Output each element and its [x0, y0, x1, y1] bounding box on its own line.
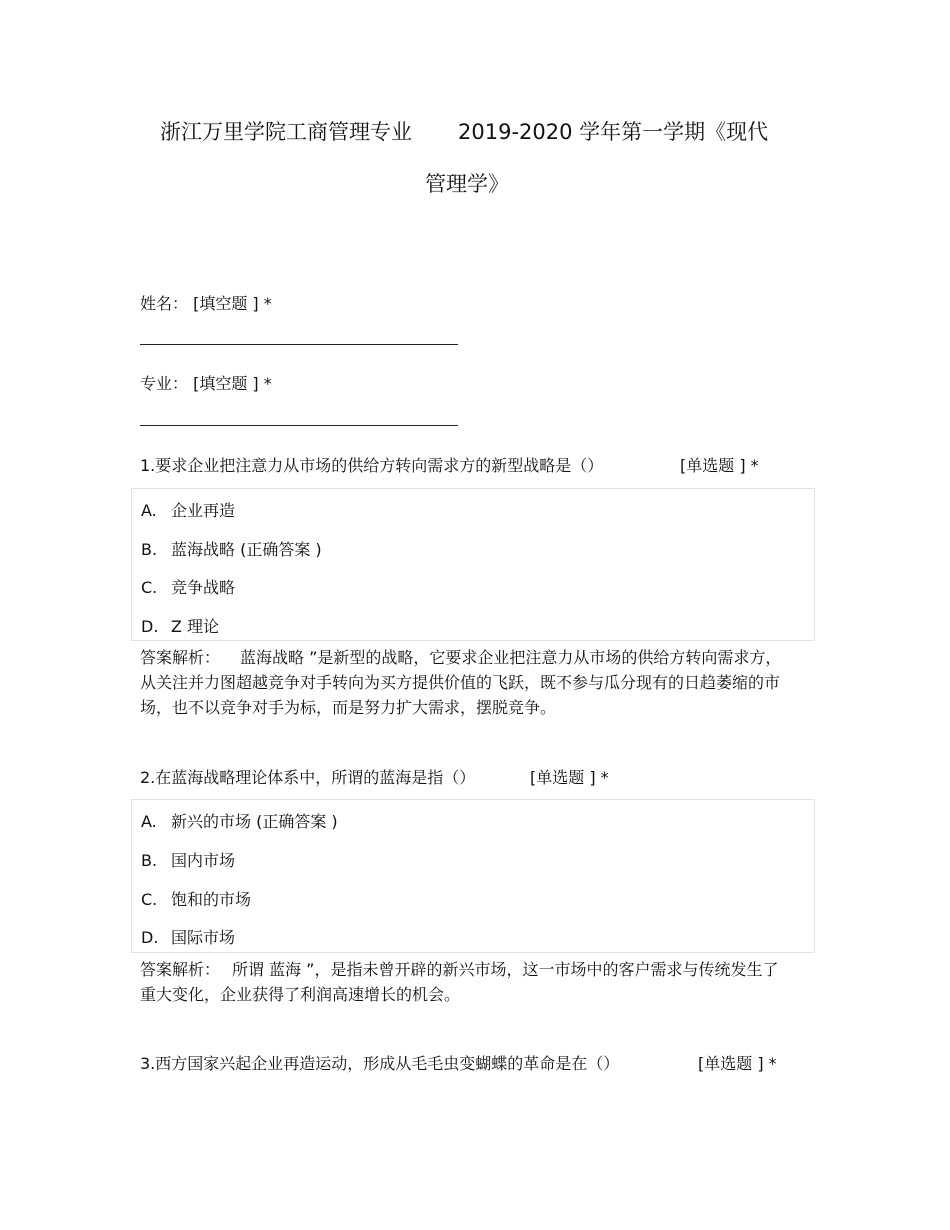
option-text: Z 理论 — [171, 617, 220, 636]
question-2-option-d[interactable] — [141, 925, 235, 948]
question-2-option-b[interactable] — [141, 848, 235, 871]
question-3-title — [140, 1051, 777, 1074]
question-1-option-d[interactable] — [141, 614, 219, 637]
option-letter: A. — [141, 812, 157, 831]
option-letter: D. — [141, 928, 159, 947]
question-2-options — [131, 799, 815, 953]
option-text: 蓝海战略 (正确答案 ) — [171, 540, 322, 559]
option-text: 国内市场 — [171, 851, 236, 870]
option-text: 竞争战略 — [171, 578, 236, 597]
option-text: 国际市场 — [171, 928, 236, 947]
document-title-line-2: 管理学》 — [425, 172, 509, 196]
question-2-option-c[interactable] — [141, 887, 251, 910]
option-text: 企业再造 — [171, 501, 236, 520]
title-part-b: 2019-2020 学年第一学期《现代 — [458, 120, 769, 144]
question-3-type-badge: [单选题 ] * — [698, 1054, 777, 1073]
option-letter: C. — [141, 578, 158, 597]
question-2-text: 2.在蓝海战略理论体系中，所谓的蓝海是指（） — [140, 768, 476, 787]
option-letter: B. — [141, 851, 158, 870]
analysis-text: 所谓 蓝海 ”，是指未曾开辟的新兴市场，这一市场中的客户需求与传统发生了重大变化，企业获得了利润高速增长的机会。 — [140, 960, 779, 1004]
question-1-type-badge: [单选题 ] * — [680, 456, 759, 475]
question-3-text: 3.西方国家兴起企业再造运动，形成从毛毛虫变蝴蝶的革命是在（） — [140, 1054, 620, 1073]
title-part-a: 浙江万里学院工商管理专业 — [160, 120, 412, 144]
name-field-label: 姓名： [填空题 ] * — [140, 294, 272, 313]
question-1-title — [140, 453, 759, 476]
option-letter: C. — [141, 890, 158, 909]
question-1-analysis — [140, 645, 790, 720]
analysis-label: 答案解析： — [140, 648, 221, 667]
option-text: 饱和的市场 — [171, 890, 252, 909]
analysis-label: 答案解析： — [140, 960, 221, 979]
option-letter: D. — [141, 617, 159, 636]
question-2-analysis — [140, 957, 790, 1007]
question-2-type-badge: [单选题 ] * — [530, 768, 609, 787]
question-2-title — [140, 765, 609, 788]
question-1-option-b[interactable] — [141, 537, 322, 560]
question-1-option-c[interactable] — [141, 575, 235, 598]
major-answer-line[interactable] — [140, 425, 458, 426]
name-answer-line[interactable] — [140, 344, 458, 345]
question-1-option-a[interactable] — [141, 498, 235, 521]
question-1-options — [131, 488, 815, 641]
major-field-label: 专业： [填空题 ] * — [140, 374, 272, 393]
option-text: 新兴的市场 (正确答案 ) — [171, 812, 338, 831]
option-letter: A. — [141, 501, 157, 520]
question-1-text: 1.要求企业把注意力从市场的供给方转向需求方的新型战略是（） — [140, 456, 604, 475]
question-2-option-a[interactable] — [141, 809, 338, 832]
option-letter: B. — [141, 540, 158, 559]
document-title-line-1 — [160, 116, 768, 146]
analysis-text: 蓝海战略 ”是新型的战略，它要求企业把注意力从市场的供给方转向需求方，从关注并力图超越竞争对手转向为买方提供价值的飞跃，既不参与瓜分现有的日趋萎缩的市场，也不以竞争对手为标，而是努力扩大需求，摆脱竞争。 — [140, 648, 782, 717]
